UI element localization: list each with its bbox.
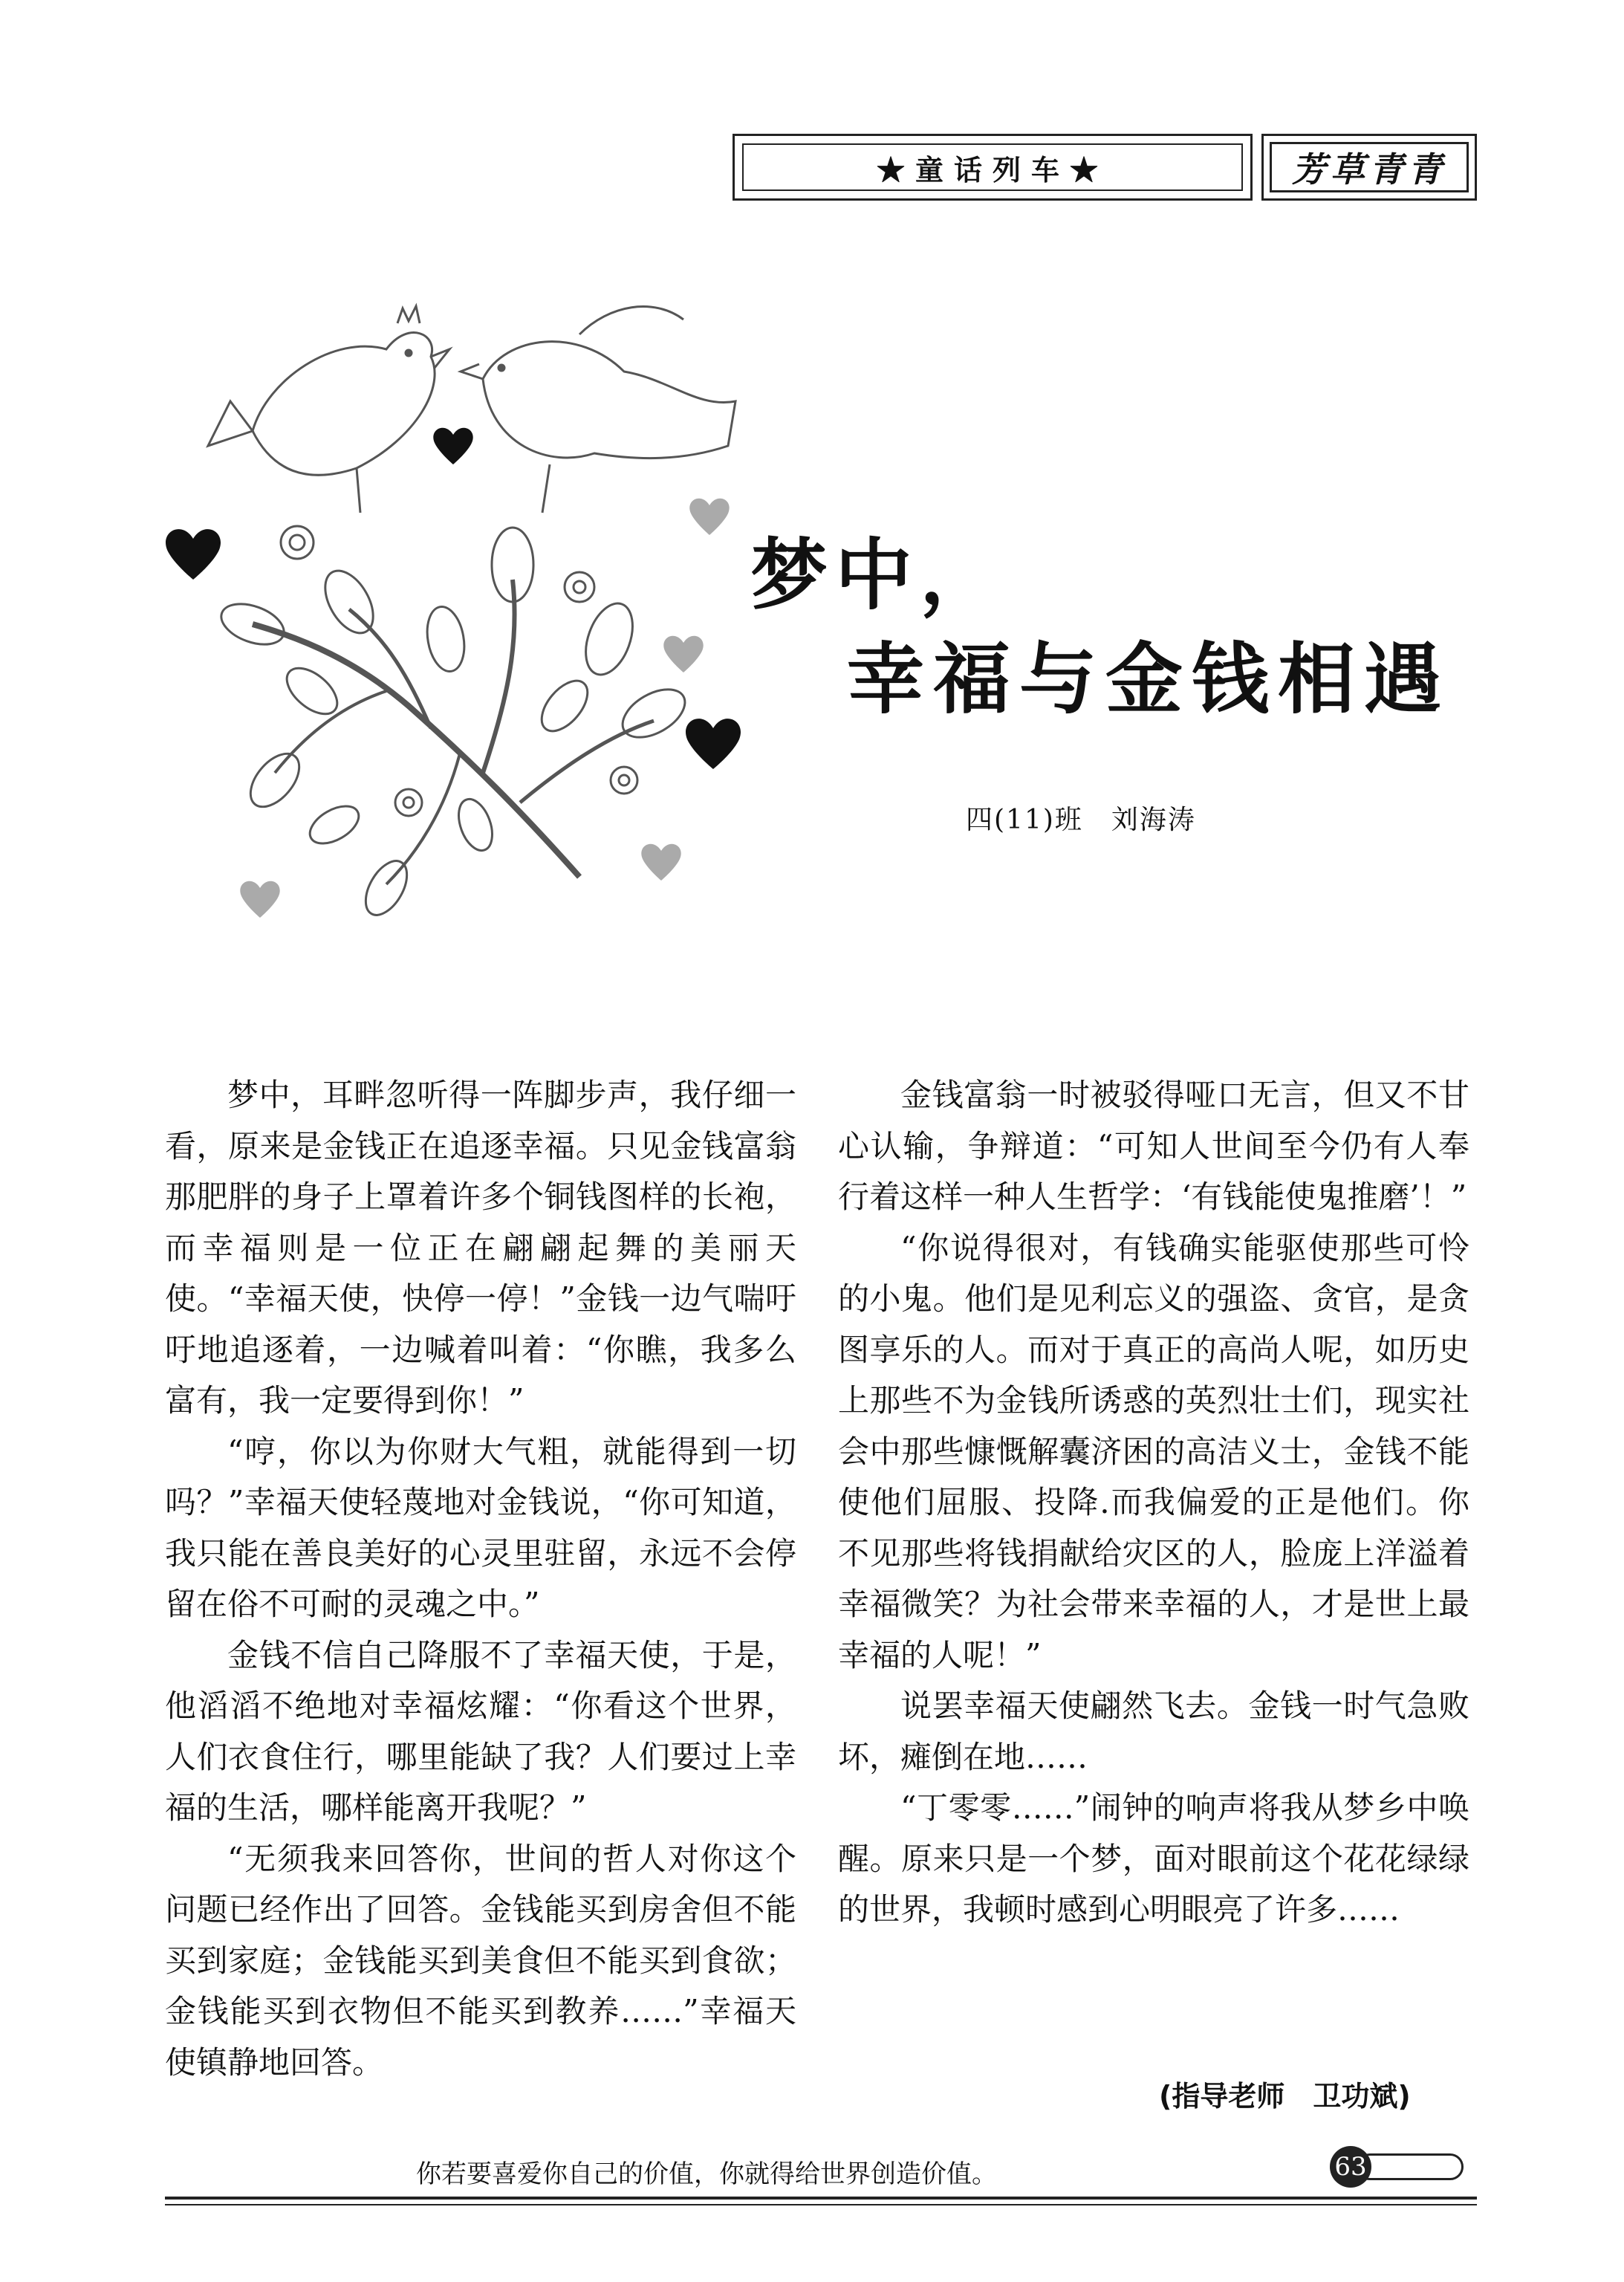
- page-number: 63: [1330, 2146, 1371, 2188]
- paragraph: 金钱富翁一时被驳得哑口无言，但又不甘心认输，争辩道：“可知人世间至今仍有人奉行着这样一种人生哲学：‘有钱能使鬼推磨’！”: [838, 1077, 1469, 1215]
- right-text-column: [838, 1070, 1469, 1936]
- paragraph: 说罢幸福天使翩然飞去。金钱一时气急败坏，瘫倒在地……: [838, 1688, 1469, 1775]
- paragraph: 金钱不信自己降服不了幸福天使，于是，他滔滔不绝地对幸福炫耀：“你看这个世界，人们衣食住行，哪里能缺了我？人们要过上幸福的生活，哪样能离开我呢？”: [165, 1636, 796, 1826]
- paragraph: “你说得很对，有钱确实能驱使那些可怜的小鬼。他们是见利忘义的强盗、贪官，是贪图享乐的人。而对于真正的高尚人呢，如历史上那些不为金钱所诱惑的英烈壮士们，现实社会中那些慷慨解囊济困的高洁义士，金钱不能使他们屈服、投降.而我偏爱的正是他们。你不见那些将钱捐献给灾区的人，脸庞上洋溢着幸福微笑？为社会带来幸福的人，才是世上最幸福的人呢！”: [838, 1229, 1469, 1673]
- left-text-column: [165, 1070, 796, 2088]
- column-header-box: [733, 134, 1253, 201]
- guide-teacher: (指导老师 卫功斌): [1159, 2080, 1411, 2113]
- article-title-line1: 梦中，: [750, 530, 1005, 620]
- page-pill-decoration: [1357, 2153, 1464, 2180]
- page-number-badge: [1330, 2146, 1464, 2185]
- article-title-line2: 幸福与金钱相遇: [847, 634, 1451, 725]
- brand-name: 芳草青青: [1270, 142, 1469, 192]
- paragraph: “无须我来回答你，世间的哲人对你这个问题已经作出了回答。金钱能买到房舍但不能买到家庭；金钱能买到美食但不能买到食欲；金钱能买到衣物但不能买到教养……”幸福天使镇静地回答。: [165, 1840, 796, 2081]
- birds-tree-illustration: [163, 290, 758, 936]
- footer-quote: 你若要喜爱你自己的价值，你就得给世界创造价值。: [416, 2159, 997, 2189]
- paragraph: “丁零零……”闹钟的响声将我从梦乡中唤醒。原来只是一个梦，面对眼前这个花花绿绿的世界，我顿时感到心明眼亮了许多……: [838, 1789, 1469, 1928]
- brand-box: [1261, 134, 1477, 201]
- column-name: ★童话列车★: [742, 143, 1243, 191]
- author-byline: 四(11)班 刘海涛: [966, 805, 1196, 835]
- paragraph: “哼，你以为你财大气粗，就能得到一切吗？”幸福天使轻蔑地对金钱说，“你可知道，我只能在善良美好的心灵里驻留，永远不会停留在俗不可耐的灵魂之中。”: [165, 1433, 796, 1622]
- footer-rule-thin: [165, 2204, 1477, 2205]
- paragraph: 梦中，耳畔忽听得一阵脚步声，我仔细一看，原来是金钱正在追逐幸福。只见金钱富翁那肥胖的身子上罩着许多个铜钱图样的长袍，而幸福则是一位正在翩翩起舞的美丽天使。“幸福天使，快停一停！”金钱一边气喘吁吁地追逐着，一边喊着叫着：“你瞧，我多么富有，我一定要得到你！”: [165, 1077, 796, 1419]
- footer-rule-thick: [165, 2197, 1477, 2200]
